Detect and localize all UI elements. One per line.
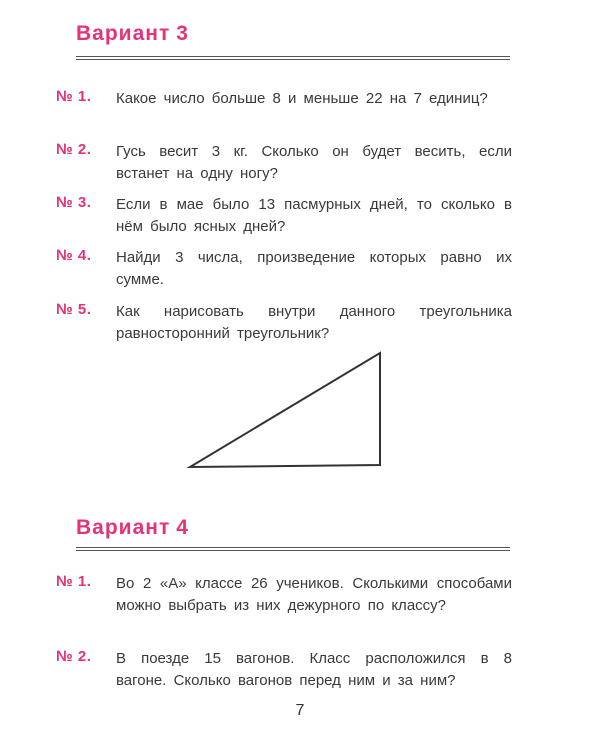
problem-number: № 3.: [56, 194, 92, 211]
problem-text: Найди 3 числа, произведение которых равно их сумме.: [116, 249, 512, 288]
problem-text: Как нарисовать внутри данного треугольника равносторонний треугольник?: [116, 303, 512, 342]
problem-number: № 4.: [56, 247, 92, 264]
problem-number: № 5.: [56, 301, 92, 318]
variant-3-title: [76, 22, 189, 46]
problem-text: Во 2 «А» классе 26 учеников. Сколькими способами можно выбрать из них дежурного по классу?: [116, 575, 512, 614]
problem-number: № 2.: [56, 648, 92, 665]
problem-text: В поезде 15 вагонов. Класс расположился в 8 вагоне. Сколько вагонов перед ним и за ним?: [116, 650, 512, 689]
page-number: 7: [295, 702, 305, 719]
variant-4-title: [76, 516, 189, 540]
variant-4-title-number: 4: [176, 516, 189, 539]
problem-number: № 1.: [56, 573, 92, 590]
variant-4-title-word: Вариант: [76, 516, 171, 539]
problem-number: № 1.: [56, 88, 92, 105]
variant-3-title-word: Вариант: [76, 22, 171, 45]
problem-number: № 2.: [56, 141, 92, 158]
problem-text: Если в мае было 13 пасмурных дней, то сколько в нём было ясных дней?: [116, 196, 512, 235]
variant-3-title-number: 3: [176, 22, 189, 45]
variant-3-divider: [76, 56, 510, 60]
problem-text: Гусь весит 3 кг. Сколько он будет весить, если встанет на одну ногу?: [116, 143, 512, 182]
problem-text: Какое число больше 8 и меньше 22 на 7 единиц?: [116, 90, 488, 107]
variant-4-divider: [76, 547, 510, 551]
triangle-figure: [180, 345, 390, 475]
right-triangle-shape: [190, 353, 380, 467]
